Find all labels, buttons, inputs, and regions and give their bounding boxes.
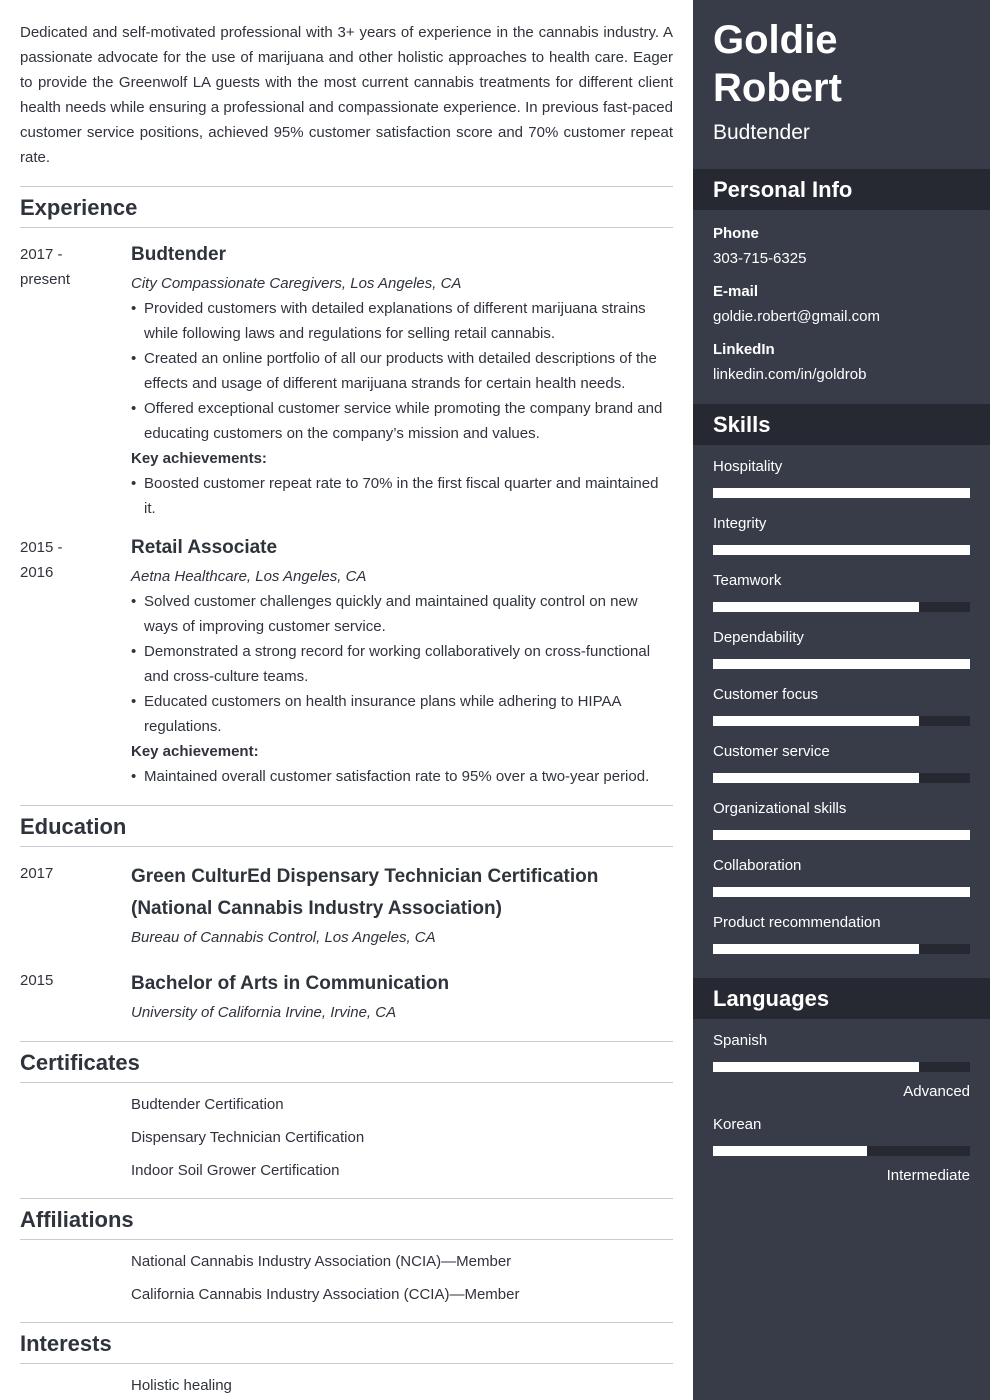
key-achievements-label: Key achievement: [131,743,259,760]
list-item: Budtender Certification [131,1096,284,1113]
duty-item: • Created an online portfolio of all our products with detailed descriptions of the effects and usage of different marijuana strands for certain health needs. [131,346,673,396]
duties-list [131,589,673,739]
education-body [131,861,673,950]
achievements-list [131,764,673,789]
key-achievements-label: Key achievements: [131,450,267,467]
interests-list [20,1374,673,1397]
skill-bar [713,830,970,840]
skill-bar [713,773,970,783]
skill-bar-fill [713,716,919,726]
skill-item [713,571,970,612]
skill-bar [713,659,970,669]
achievement-item: • Boosted customer repeat rate to 70% in the first fiscal quarter and maintained it. [131,471,673,521]
skill-bar-fill [713,773,919,783]
language-name: Spanish [713,1032,768,1049]
skill-item [713,457,970,498]
language-bar [713,1062,970,1072]
skill-bar-fill [713,944,919,954]
linkedin-label: LinkedIn [713,341,775,358]
skill-bar [713,602,970,612]
language-level: Intermediate [886,1167,970,1184]
degree-title: Green CulturEd Dispensary Technician Certification (National Cannabis Industry Association) [131,866,599,919]
skill-bar-fill [713,830,970,840]
skills-list [693,445,990,974]
email-value: goldie.robert@gmail.com [713,308,880,325]
phone-value: 303-715-6325 [713,250,807,267]
summary: Dedicated and self-motivated professional with 3+ years of experience in the cannabis industry. A passionate advocate for the use of marijuana and other holistic approaches to health care. Eager to provide the Greenwolf LA guests with the most current cannabis treatments for different client health needs while ensuring a professional and compassionate experience. In previous fast-paced customer service positions, achieved 95% customer satisfaction score and 70% customer repeat rate. [20,24,673,166]
job-title: Budtender [131,244,226,265]
education-section [20,805,673,1025]
skill-name: Customer focus [713,686,819,703]
skill-bar [713,545,970,555]
list-item: Indoor Soil Grower Certification [131,1162,340,1179]
list-item: National Cannabis Industry Association (NCIA)—Member [131,1253,512,1270]
education-heading: Education [20,805,673,847]
job-title: Retail Associate [131,537,278,558]
skill-item [713,742,970,783]
job-role: Budtender [713,121,810,144]
linkedin-value: linkedin.com/in/goldrob [713,366,867,383]
skill-name: Product recommendation [713,914,881,931]
date-end: 2016 [20,564,54,581]
degree-title: Bachelor of Arts in Communication [131,973,450,994]
skill-name: Integrity [713,515,767,532]
skill-name: Teamwork [713,572,782,589]
list-item: Holistic healing [131,1377,232,1394]
school-name: Bureau of Cannabis Control, Los Angeles, CA [131,929,436,946]
affiliations-section [20,1198,673,1306]
personal-info-heading: Personal Info [693,169,990,210]
skill-item [713,628,970,669]
full-name [693,0,990,112]
language-item [713,1115,970,1186]
list-item: California Cannabis Industry Association (CCIA)—Member [131,1286,520,1303]
duty-item: • Provided customers with detailed explanations of different marijuana strains while following laws and regulations for selling retail cannabis. [131,296,673,346]
experience-date [20,242,131,521]
education-list [20,861,673,1025]
date-start: 2017 - [20,246,63,263]
education-entry [20,861,673,950]
certificates-heading: Certificates [20,1041,673,1083]
personal-info [693,210,990,404]
affiliations-heading: Affiliations [20,1198,673,1240]
duties-list [131,296,673,446]
skill-bar [713,488,970,498]
language-bar [713,1146,970,1156]
experience-heading: Experience [20,186,673,228]
achievement-item: • Maintained overall customer satisfaction rate to 95% over a two-year period. [131,764,673,789]
education-entry [20,968,673,1025]
experience-section [20,186,673,789]
email-label: E-mail [713,283,759,300]
experience-date [20,535,131,789]
skill-name: Organizational skills [713,800,847,817]
languages-heading: Languages [693,978,990,1019]
skill-bar-fill [713,545,970,555]
education-year: 2015 [20,972,54,989]
last-name: Robert [713,66,842,110]
experience-entry [20,242,673,521]
certificates-section [20,1041,673,1182]
skill-bar-fill [713,488,970,498]
language-level: Advanced [903,1083,970,1100]
sidebar [693,0,990,1400]
date-end: present [20,271,71,288]
affiliations-list [20,1250,673,1306]
certificates-list [20,1093,673,1182]
education-year: 2017 [20,865,54,882]
skill-name: Hospitality [713,458,783,475]
skill-name: Dependability [713,629,804,646]
company-name: City Compassionate Caregivers, Los Angeles, CA [131,275,462,292]
education-body [131,968,673,1025]
experience-body [131,535,673,789]
skill-item [713,913,970,954]
company-name: Aetna Healthcare, Los Angeles, CA [131,568,367,585]
achievements-list [131,471,673,521]
date-start: 2015 - [20,539,63,556]
skill-bar [713,944,970,954]
skill-bar-fill [713,659,970,669]
first-name: Goldie [713,18,838,62]
language-name: Korean [713,1116,762,1133]
language-bar-fill [713,1146,867,1156]
skill-bar [713,716,970,726]
phone-label: Phone [713,225,759,242]
duty-item: • Offered exceptional customer service while promoting the company brand and educating customers on the company’s mission and values. [131,396,673,446]
skills-heading: Skills [693,404,990,445]
skill-item [713,685,970,726]
experience-entry [20,535,673,789]
languages-list [693,1019,990,1203]
duty-item: • Demonstrated a strong record for working collaboratively on cross-functional and cross-culture teams. [131,639,673,689]
skill-item [713,799,970,840]
interests-heading: Interests [20,1322,673,1364]
skill-item [713,856,970,897]
skill-item [713,514,970,555]
duty-item: • Educated customers on health insurance plans while adhering to HIPAA regulations. [131,689,673,739]
skill-bar-fill [713,887,970,897]
language-bar-fill [713,1062,919,1072]
experience-body [131,242,673,521]
experience-list [20,242,673,789]
skill-bar [713,887,970,897]
skill-name: Customer service [713,743,830,760]
skill-bar-fill [713,602,919,612]
duty-item: • Solved customer challenges quickly and maintained quality control on new ways of improving customer service. [131,589,673,639]
list-item: Dispensary Technician Certification [131,1129,365,1146]
interests-section [20,1322,673,1397]
language-item [713,1031,970,1102]
skill-name: Collaboration [713,857,802,874]
school-name: University of California Irvine, Irvine, CA [131,1004,397,1021]
